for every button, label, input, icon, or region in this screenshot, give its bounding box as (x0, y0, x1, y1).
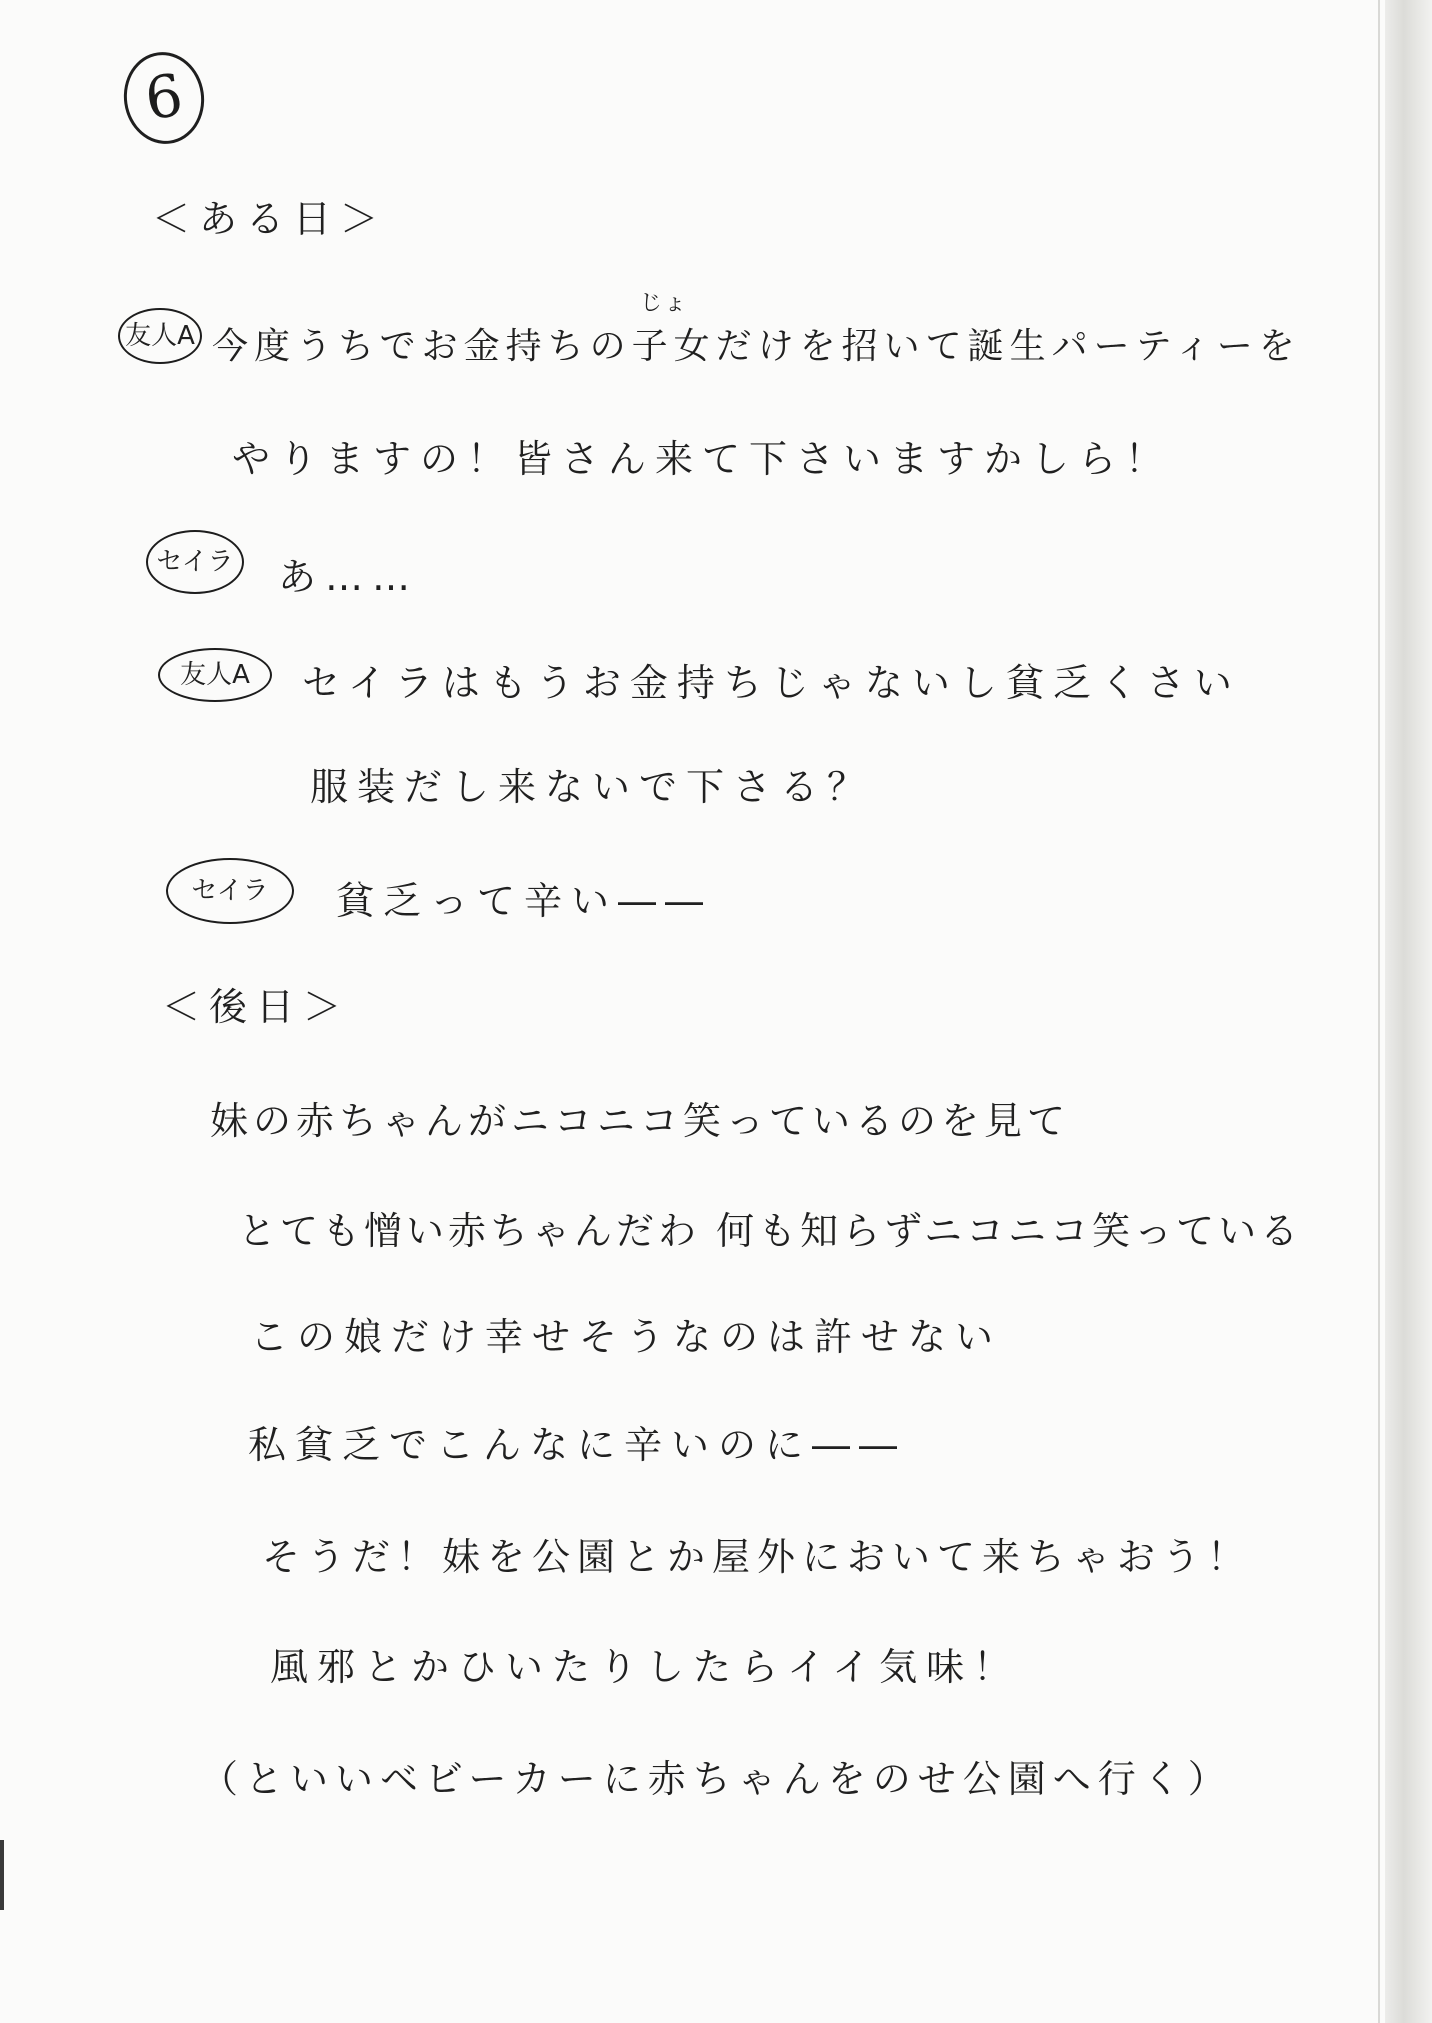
scene-heading-someday: ＜ある日＞ (152, 197, 388, 241)
dialogue-friend-a-2-line2: 服装だし来ないで下さる？ (310, 765, 875, 809)
speaker-friend-a-1: 友人A (118, 308, 202, 364)
speaker-friend-a-2: 友人A (158, 648, 272, 702)
narration-line-3: この娘だけ幸せそうなのは許せない (250, 1315, 1003, 1359)
narration-line-1: 妹の赤ちゃんがニコニコ笑っているのを見て (210, 1099, 1071, 1143)
page-margin-line (1378, 0, 1380, 2023)
page-edge-shadow (1385, 0, 1432, 2023)
ruby-jo: じょ (640, 291, 689, 316)
narration-line-7: （といいベビーカーに赤ちゃんをのせ公園へ行く） (200, 1757, 1233, 1801)
narration-line-4: 私貧乏でこんなに辛いのに―― (248, 1423, 907, 1467)
scene-heading-later: ＜後日＞ (162, 985, 351, 1029)
binding-mark (0, 1840, 4, 1910)
dialogue-seira-2: 貧乏って辛い―― (336, 879, 713, 923)
dialogue-friend-a-1-line2: やりますの！皆さん来て下さいますかしら！ (232, 437, 1173, 481)
dialogue-friend-a-1-line1: 今度うちでお金持ちの子女だけを招いて誕生パーティーを (212, 326, 1301, 367)
narration-line-5: そうだ！妹を公園とか屋外において来ちゃおう！ (262, 1535, 1253, 1579)
narration-line-2: とても憎い赤ちゃんだわ 何も知らずニコニコ笑っている (238, 1209, 1303, 1253)
speaker-seira-1: セイラ (146, 530, 244, 594)
speaker-seira-2: セイラ (166, 858, 294, 924)
page-number: 6 (118, 47, 210, 149)
dialogue-friend-a-2-line1: セイラはもうお金持ちじゃないし貧乏くさい (302, 661, 1241, 705)
narration-line-6: 風邪とかひいたりしたらイイ気味！ (270, 1645, 1021, 1689)
dialogue-seira-1: あ…… (278, 555, 420, 599)
